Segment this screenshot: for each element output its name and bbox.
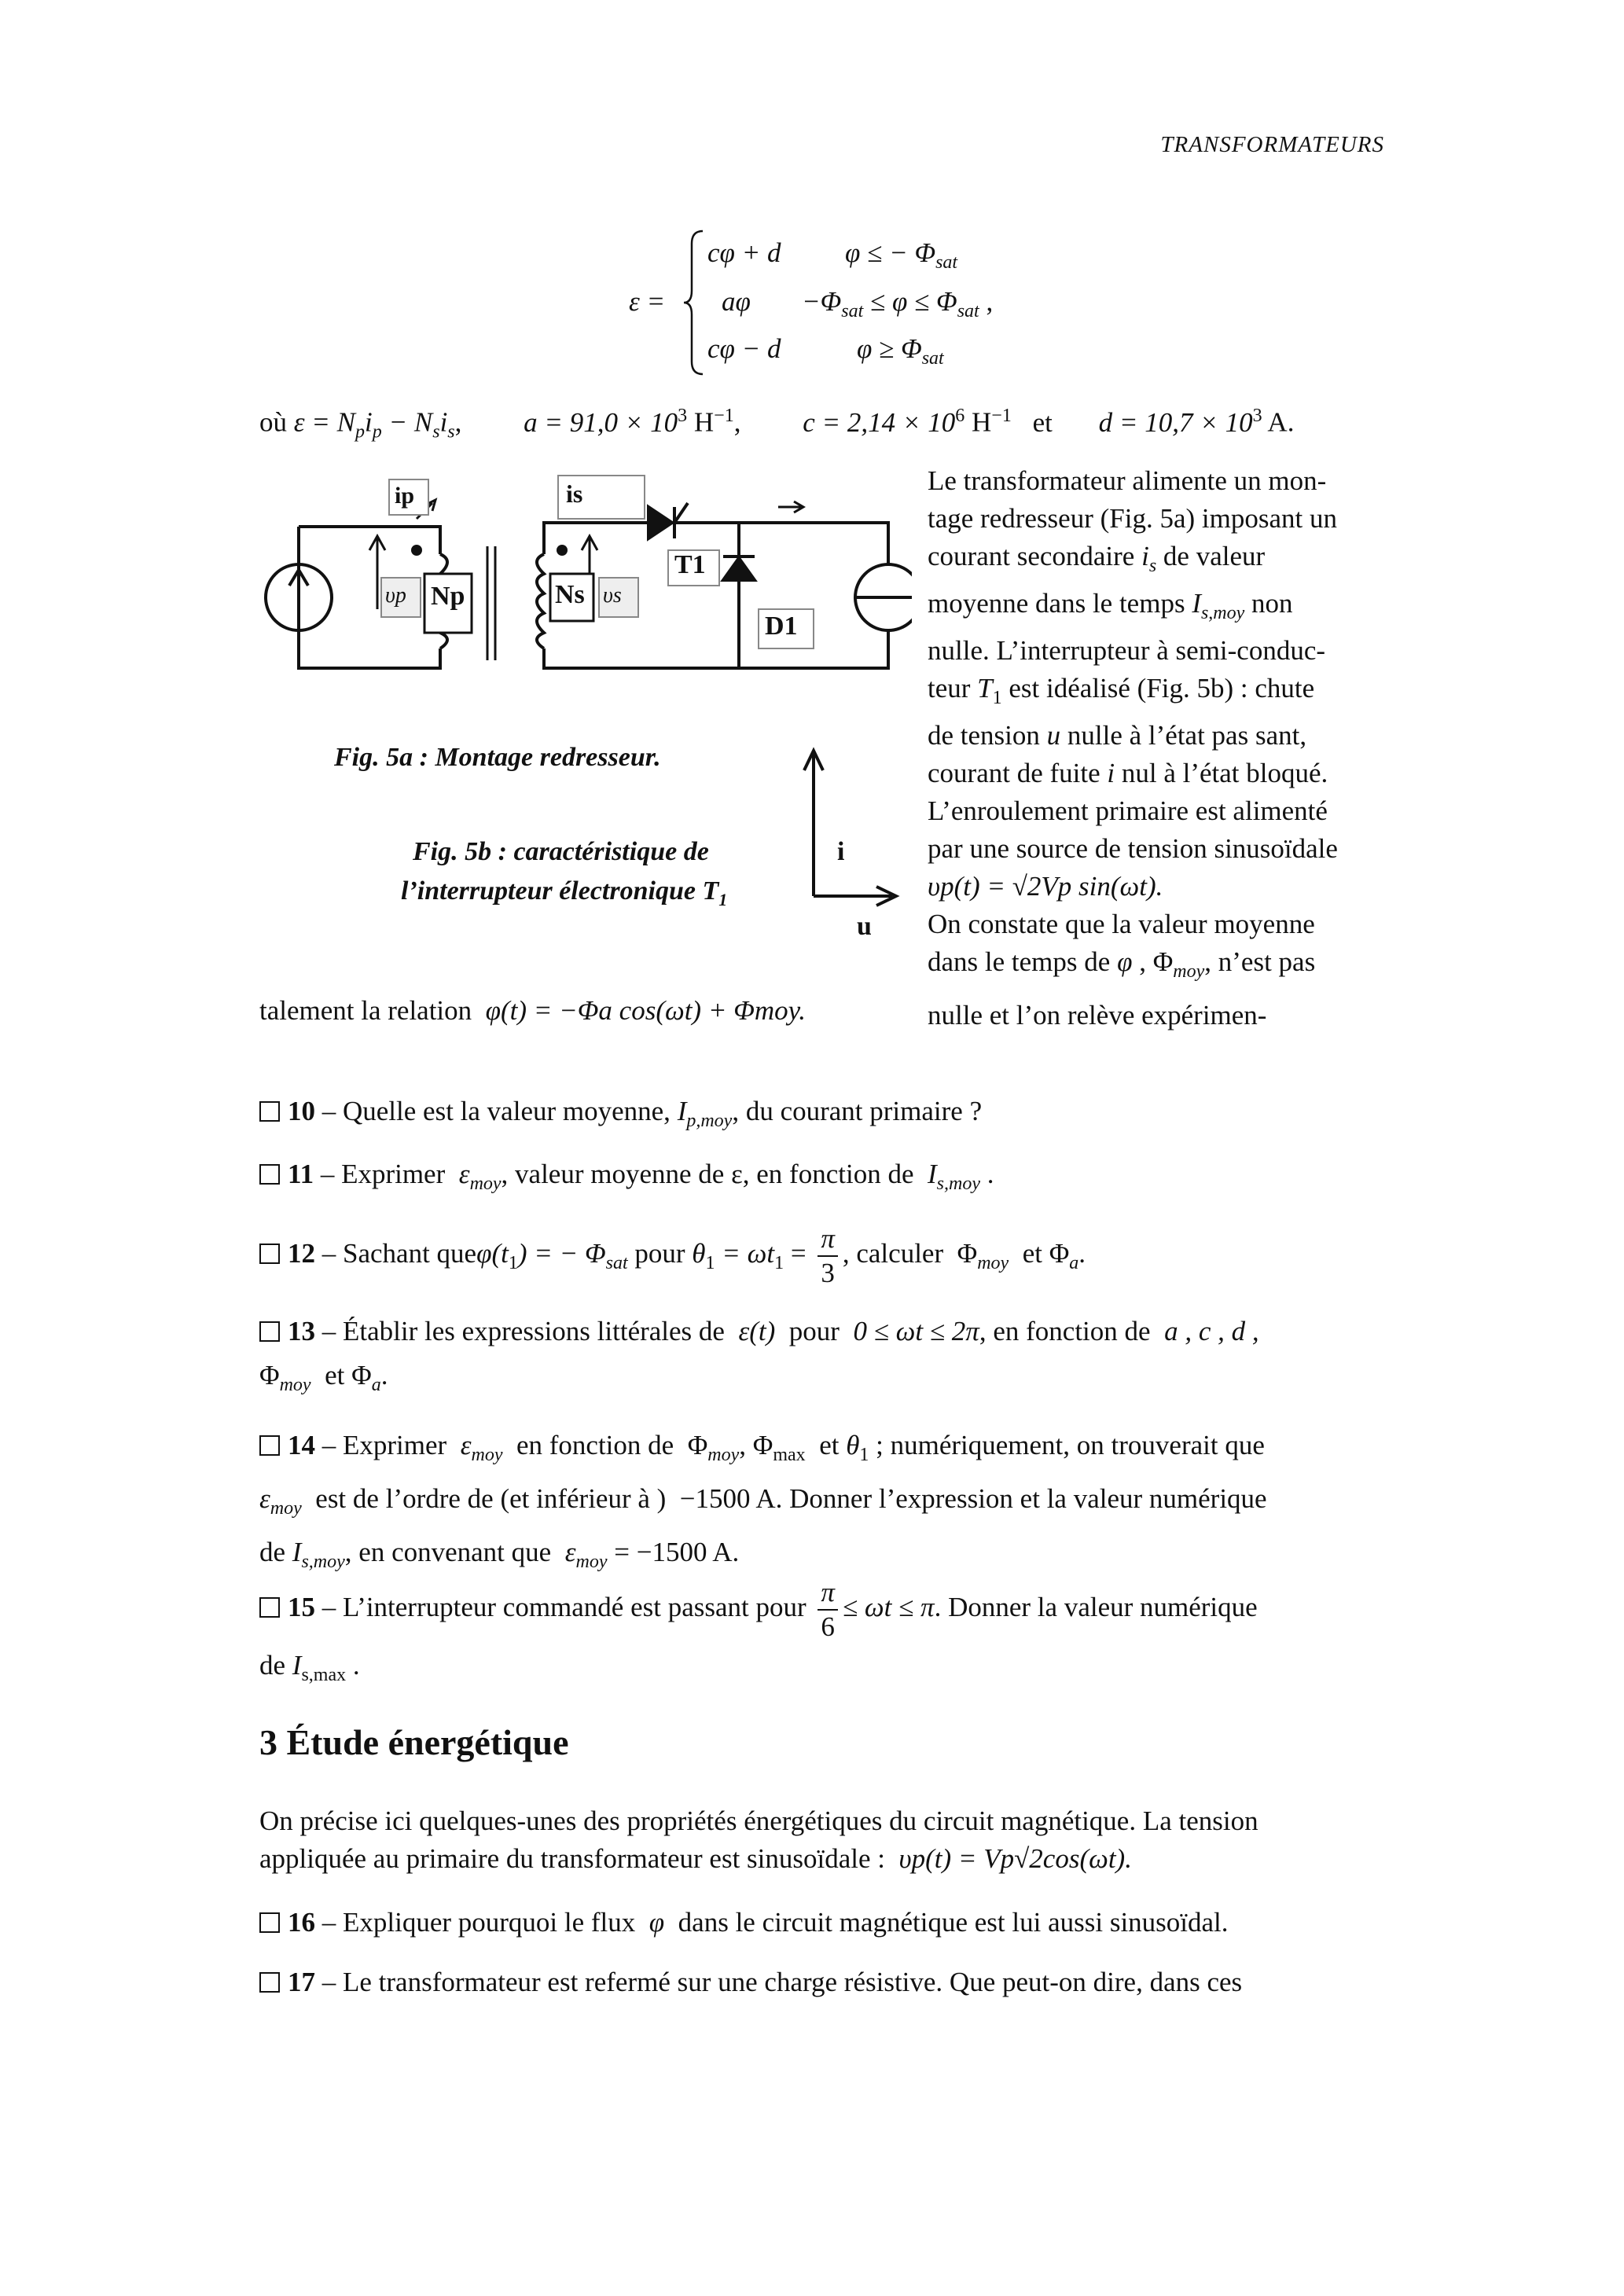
rc-line: nulle. L’interrupteur à semi-conduc- [928, 635, 1326, 666]
label-T1: T1 [674, 550, 706, 579]
label-Ns: Ns [555, 580, 585, 609]
right-column-text [928, 462, 1383, 1034]
axis-i-label: i [837, 837, 845, 866]
caption-fig-5b-line1: Fig. 5b : caractéristique de [413, 837, 709, 866]
question-11: 11 – Exprimer $\varepsilon_{moy}$, valeur moyenne de ε, en fonction de $I_{s,moy}$ . [259, 1155, 994, 1203]
rc-line: de tension u nulle à l’état pas sant, [928, 720, 1307, 751]
piecewise-row-3-expr: cφ − d [707, 333, 781, 364]
checkbox-icon [259, 1244, 280, 1264]
checkbox-icon [259, 1101, 280, 1122]
question-15: 15 – L’interrupteur commandé est passant pour $\frac{\pi}{6}$ ≤ ωt ≤ π. Donner la valeur numérique de $I_{s,max}$ . [259, 1577, 1258, 1685]
question-14: 14 – Exprimer $\varepsilon_{moy}$ en fonction de $\Phi_{moy}$, $\Phi_{max}$ et $\theta_1$ ; numériquement, on trouverait que $\varepsilon_{moy}$ est de l’ordre de (et inférieur à ) −1500 A. Donner l’expression et la valeur numérique de $I_{s,moy}$, en convenant que $\varepsilon_{moy} = -1500$ A. [259, 1430, 1267, 1572]
question-12: 12 – Sachant $que\varphi(t_1)$ = − $\Phi_{sat}$ pour $\theta_1 = \omega t_1$ = $\frac{\pi}{3}$ , calculer $\Phi_{moy}$ et $\Phi_a$. [259, 1222, 1086, 1290]
rc-line: courant secondaire $i_s$ de valeur [928, 541, 1266, 576]
rc-line: nulle et l’on relève expérimen- [928, 1000, 1267, 1030]
label-is: is [566, 479, 583, 508]
piecewise-brace [682, 228, 698, 377]
piecewise-row-2-expr: aφ [722, 286, 751, 317]
piecewise-row-1-expr: cφ + d [707, 237, 781, 268]
label-vp: υp [385, 583, 406, 608]
rc-line: L’enroulement primaire est alimenté [928, 795, 1328, 826]
section-paragraph: On précise ici quelques-unes des propriétés énergétiques du circuit magnétique. La tension appliquée au primaire du transformateur est sinusoïdale : υp(t) = Vp√2cos(ωt). [259, 1806, 1258, 1874]
rc-line: teur $T_1$ est idéalisé (Fig. 5b) : chute [928, 673, 1315, 708]
rc-line: par une source de tension sinusoïdale [928, 833, 1338, 864]
caption-fig-5a: Fig. 5a : Montage redresseur. [334, 743, 661, 772]
parameters-line: où $\varepsilon = N_pi_p - N_si_s$, $a = 91,0 \times 10^3$ $H^{-1}$, $c = 2,14 \times 10^6$ $H^{-1}$ et $d = 10,7 \times 10^3$ A. [259, 406, 1295, 443]
question-16: 16 – Expliquer pourquoi le flux φ dans le circuit magnétique est lui aussi sinusoïdal. [259, 1904, 1229, 1941]
caption-fig-5b-line2: l’interrupteur électronique $T_1$ [401, 876, 728, 909]
checkbox-icon [259, 1597, 280, 1618]
rc-line: On constate que la valeur moyenne [928, 909, 1315, 939]
checkbox-icon [259, 1972, 280, 1993]
piecewise-row-1-cond: φ ≤ − $\Phi_{sat}$ [845, 237, 958, 273]
label-vs: υs [603, 583, 622, 608]
figure-5-circuit [259, 472, 912, 983]
label-D1: D1 [765, 612, 798, 641]
checkbox-icon [259, 1164, 280, 1185]
question-10: 10 – Quelle est la valeur moyenne, $I_{p,moy}$, du courant primaire ? [259, 1093, 982, 1140]
rc-line: Le transformateur alimente un mon- [928, 465, 1327, 496]
label-Np: Np [431, 582, 465, 611]
running-header: TRANSFORMATEURS [1160, 132, 1384, 157]
question-13: 13 – Établir les expressions littérales de ε(t) pour 0 ≤ ωt ≤ 2π, en fonction de a , c , d , $\Phi_{moy}$ et $\Phi_a$. [259, 1316, 1259, 1395]
checkbox-icon [259, 1321, 280, 1342]
checkbox-icon [259, 1912, 280, 1933]
rc-line: courant de fuite i nul à l’état bloqué. [928, 758, 1328, 788]
piecewise-lhs: ε = [629, 286, 666, 317]
piecewise-row-3-cond: $\varphi \ge \Phi_{sat}$ [857, 333, 944, 369]
piecewise-row-2-cond: $-\Phi_{sat} \le \varphi \le \Phi_{sat}$ , [802, 286, 994, 321]
checkbox-icon [259, 1435, 280, 1456]
question-17: 17 – Le transformateur est refermé sur une charge résistive. Que peut-on dire, dans ces [259, 1964, 1242, 2001]
axis-u-label: u [857, 912, 872, 941]
relation-line: talement la relation φ(t) = −Φa cos(ωt) + Φmoy. [259, 995, 806, 1026]
rc-line: υp(t) = √2Vp sin(ωt). [928, 871, 1163, 902]
section-title: 3 Étude énergétique [259, 1722, 569, 1762]
rc-line: moyenne dans le temps $I_{s,moy}$ non [928, 588, 1293, 623]
label-ip: ip [395, 483, 415, 509]
rc-line: tage redresseur (Fig. 5a) imposant un [928, 503, 1337, 534]
rc-line: dans le temps de φ , $\Phi_{moy}$, n’est pas [928, 946, 1316, 982]
